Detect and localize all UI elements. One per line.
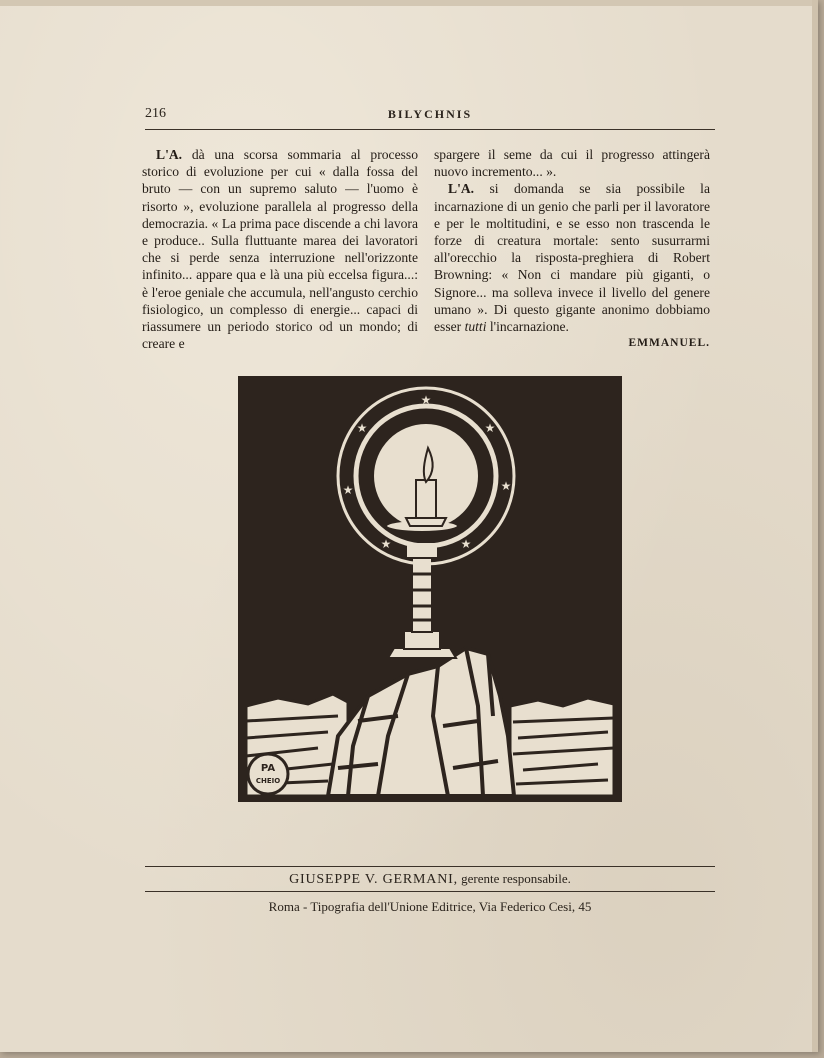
paragraph-lead: L'A.	[448, 181, 475, 197]
woodcut-illustration	[238, 376, 622, 802]
paragraph-lead: L'A.	[156, 147, 183, 162]
paragraph	[434, 146, 710, 180]
star-icon: ★	[484, 421, 496, 435]
star-icon: ★	[380, 537, 392, 551]
footer-rule-bottom	[145, 891, 715, 892]
paragraph-text: dà una scorsa sommaria al processo storico di evoluzione per cui « dalla fossa del bruto — con un supremo saluto — l'uomo è risorto », evoluzione parallela al progresso della democrazia. « La prima pace discende a chi lavora e produce.. Sulla fluttuante marea dei lavoratori che si perde senza interruzione nell'orizzonte infinito... appare qua e là una più eccelsa figura...: è l'eroe geniale che accumula, nell'angusto cerchio fisiologico, un complesso di energie... capaci di riassumere un periodo storico od un mondo; di creare e	[142, 147, 418, 352]
star-icon: ★	[500, 479, 512, 493]
running-title: BILYCHNIS	[387, 107, 473, 121]
paragraph	[142, 146, 418, 352]
manager-role: gerente responsabile.	[457, 871, 571, 886]
footer-manager-line	[145, 871, 715, 888]
footer-rule-top	[145, 866, 715, 867]
author-signature: EMMANUEL.	[628, 337, 710, 350]
star-icon: ★	[420, 393, 432, 407]
text-column-left	[142, 146, 418, 352]
monogram-line-1: PA	[260, 763, 276, 774]
candle-on-rock-woodcut	[238, 376, 622, 802]
page-number: 216	[145, 106, 166, 121]
paragraph-text: si domanda se sia possibile la incarnazione di un genio che parli per il lavoratore e per le moltitudini, e se esso non trascenda le forze di creatura mortale: sento susurrarmi all'orecchio la risposta-preghiera di Robert Browning: « Non ci mandare più giganti, o Signore... ma solleva invece il livello del genere umano ». Di questo gigante anonimo dobbiamo esser	[434, 181, 710, 335]
artist-monogram	[248, 754, 288, 794]
paragraph-text: l'incarnazione.	[486, 319, 569, 335]
manager-name: GIUSEPPE V. GERMANI,	[289, 872, 458, 887]
printer-imprint: Roma - Tipografia dell'Unione Editrice, Via Federico Cesi, 45	[268, 899, 592, 914]
text-column-right	[434, 146, 710, 352]
header-rule	[145, 129, 715, 130]
paper-right-edge	[812, 0, 818, 1052]
star-icon: ★	[356, 421, 368, 435]
star-icon: ★	[342, 483, 354, 497]
monogram-line-2: CHEIO	[255, 777, 281, 785]
star-icon: ★	[460, 537, 472, 551]
candle	[416, 480, 436, 518]
paper-top-edge	[0, 0, 818, 6]
paragraph	[434, 180, 710, 335]
page-header	[145, 106, 715, 126]
paragraph-text: spargere il seme da cui il progresso attingerà nuovo incremento... ».	[434, 147, 710, 180]
emphasis: tutti	[464, 319, 487, 335]
